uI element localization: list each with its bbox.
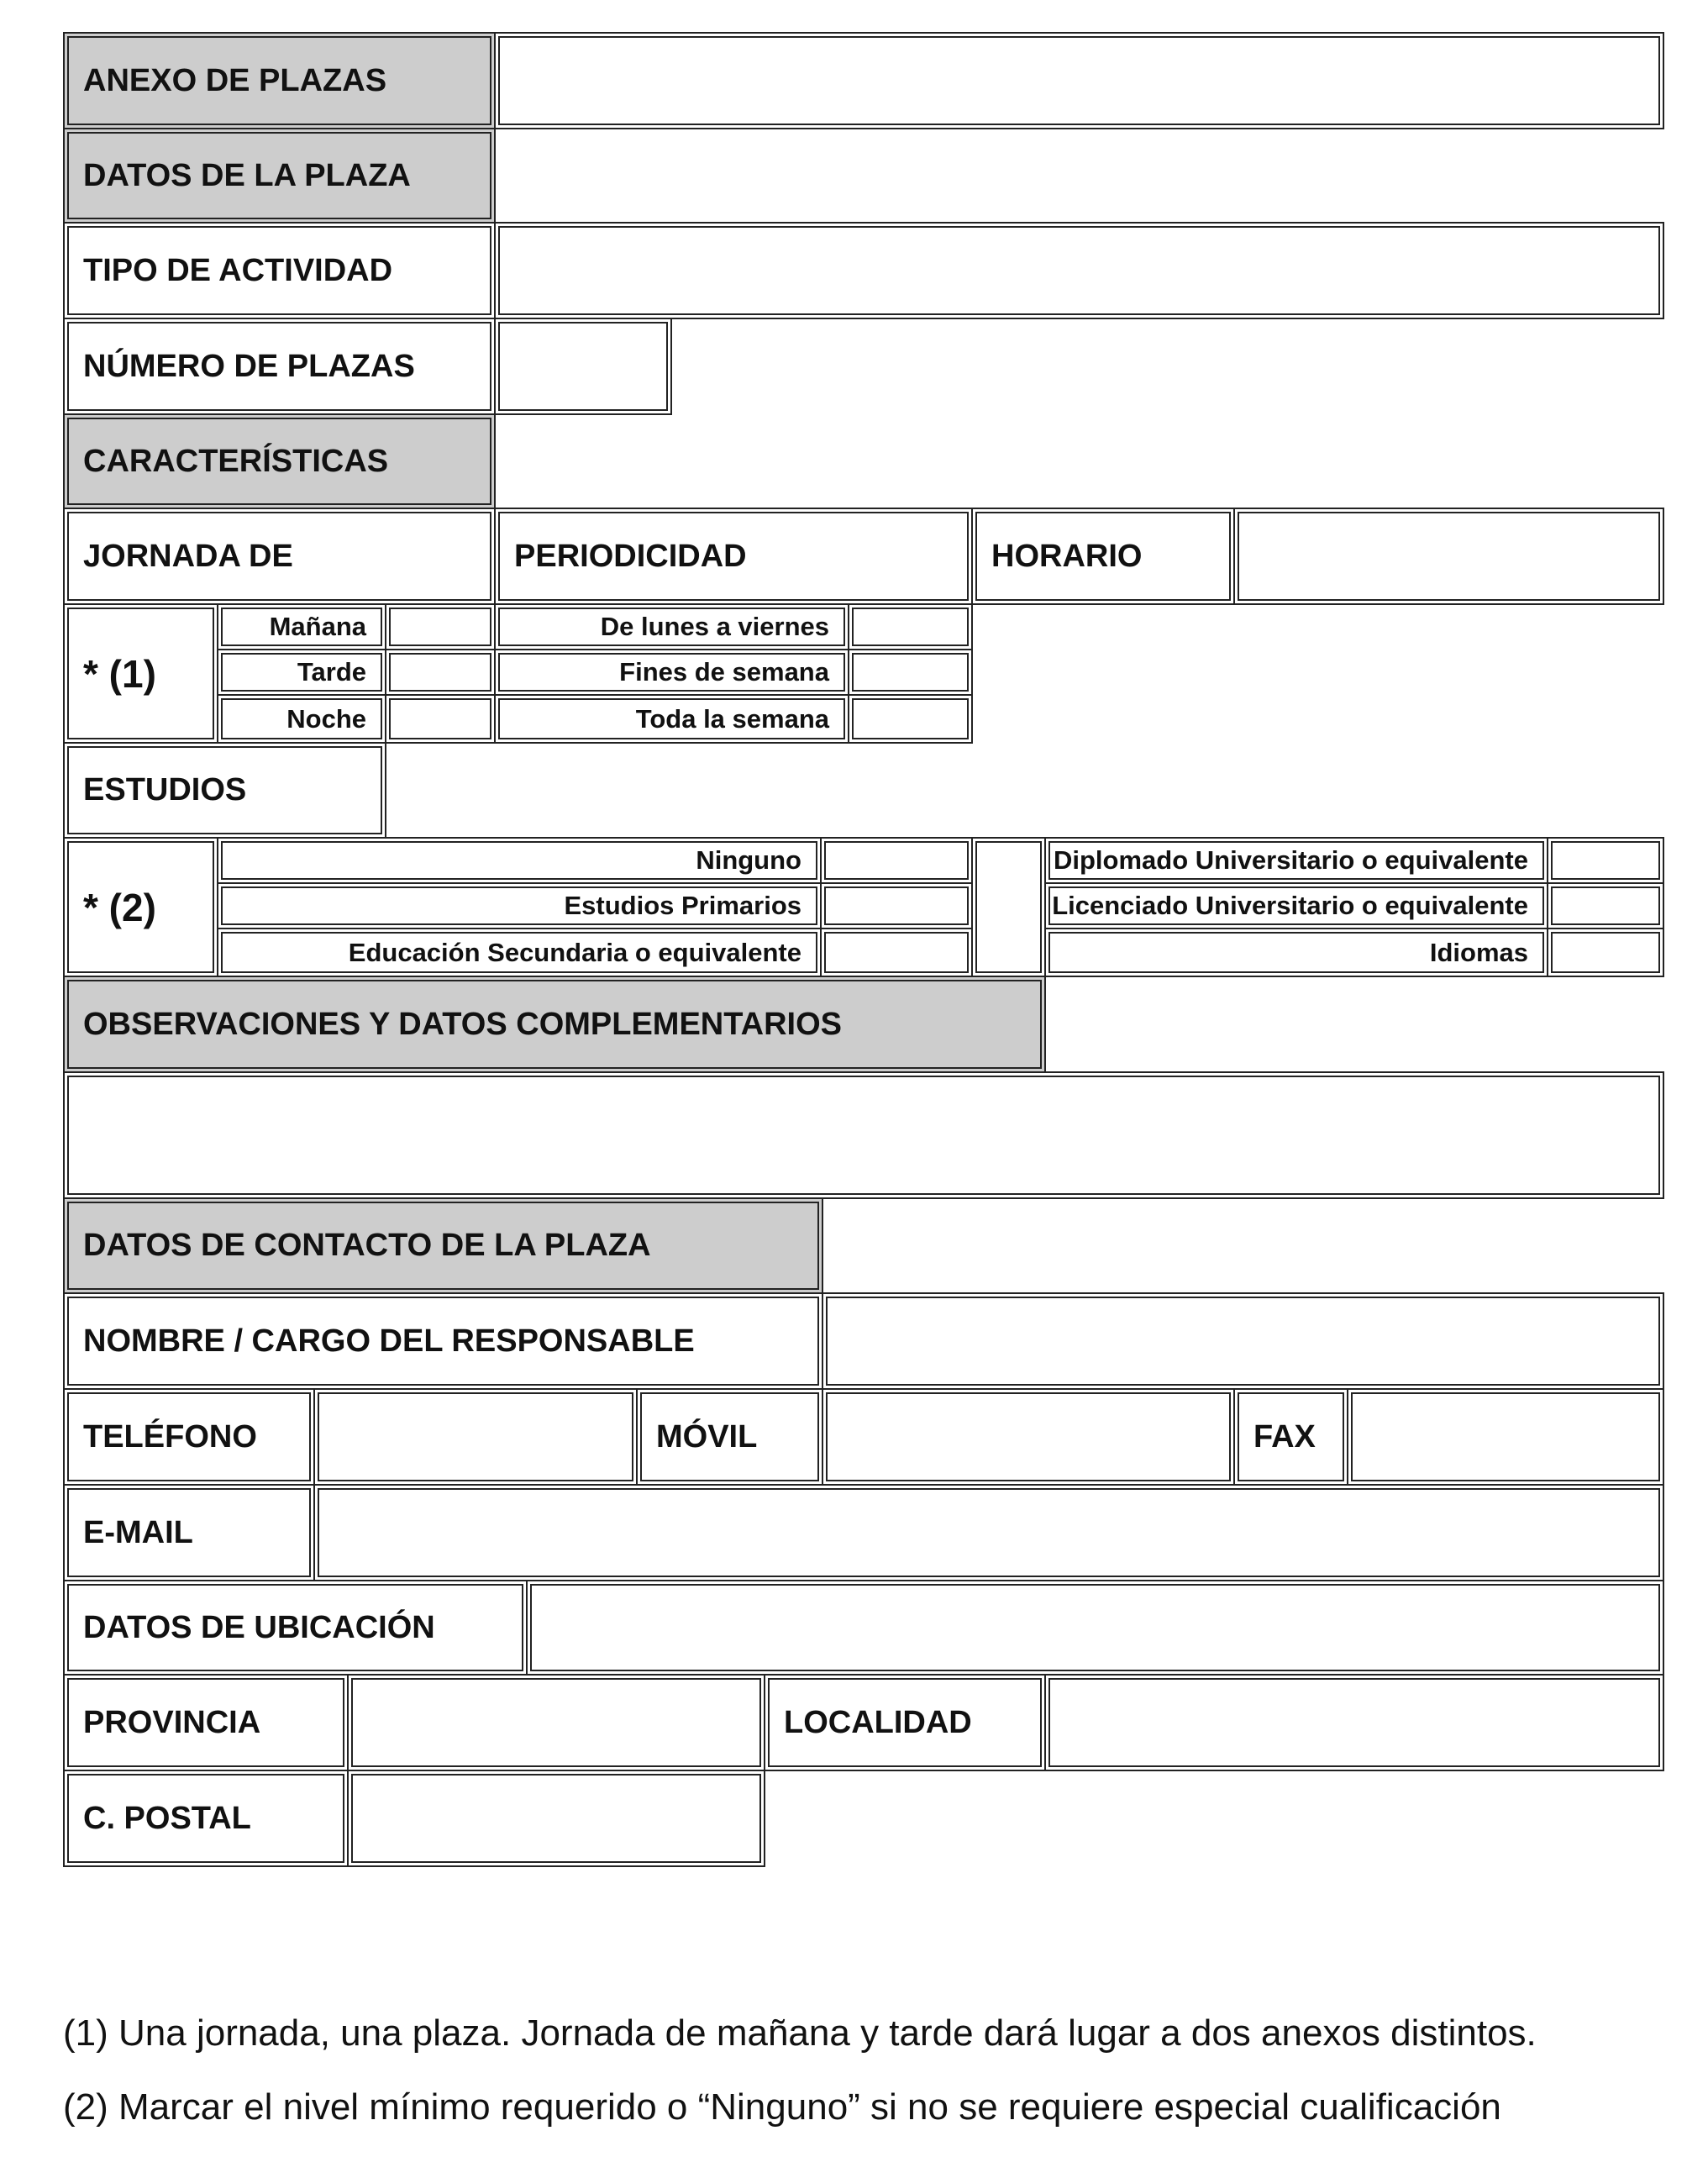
provincia-label: PROVINCIA	[63, 1674, 349, 1771]
estudios-checkbox-licenciado[interactable]	[1547, 882, 1664, 929]
periodicidad-option-label-toda-semana: Toda la semana	[494, 694, 849, 744]
datos-ubicacion-label: DATOS DE UBICACIÓN	[63, 1580, 528, 1676]
estudios-option-label-licenciado: Licenciado Universitario o equivalente	[1044, 882, 1548, 929]
fax-label: FAX	[1233, 1388, 1348, 1486]
periodicidad-checkbox-lunes-viernes[interactable]	[848, 603, 973, 650]
estudios-option-label-primarios: Estudios Primarios	[217, 882, 822, 929]
datos-de-la-plaza-field	[494, 128, 1664, 224]
telefono-label: TELÉFONO	[63, 1388, 315, 1486]
estudios-checkbox-ninguno[interactable]	[820, 837, 973, 884]
estudios-checkbox-diplomado[interactable]	[1547, 837, 1664, 884]
observaciones-field[interactable]	[63, 1071, 1664, 1199]
telefono-field[interactable]	[313, 1388, 638, 1486]
estudios-checkbox-primarios[interactable]	[820, 882, 973, 929]
datos-de-la-plaza-label: DATOS DE LA PLAZA	[63, 128, 496, 224]
email-field[interactable]	[313, 1484, 1664, 1581]
periodicidad-checkbox-fines-semana[interactable]	[848, 649, 973, 696]
horario-label: HORARIO	[971, 508, 1235, 605]
jornada-checkbox-noche[interactable]	[385, 694, 496, 744]
estudios-option-label-ninguno: Ninguno	[217, 837, 822, 884]
email-label: E-MAIL	[63, 1484, 315, 1581]
numero-de-plazas-field[interactable]	[494, 318, 672, 415]
tipo-de-actividad-field[interactable]	[494, 222, 1664, 319]
nota-1-marker: * (1)	[63, 603, 218, 744]
jornada-option-label-manana: Mañana	[217, 603, 386, 650]
localidad-field[interactable]	[1044, 1674, 1664, 1771]
jornada-option-label-tarde: Tarde	[217, 649, 386, 696]
nombre-cargo-label: NOMBRE / CARGO DEL RESPONSABLE	[63, 1292, 823, 1390]
jornada-de-label: JORNADA DE	[63, 508, 496, 605]
fax-field[interactable]	[1347, 1388, 1664, 1486]
estudios-spacer	[971, 837, 1046, 977]
jornada-checkbox-manana[interactable]	[385, 603, 496, 650]
periodicidad-label: PERIODICIDAD	[494, 508, 973, 605]
movil-field[interactable]	[822, 1388, 1235, 1486]
anexo-de-plazas-label: ANEXO DE PLAZAS	[63, 32, 496, 129]
movil-label: MÓVIL	[636, 1388, 823, 1486]
estudios-option-label-diplomado: Diplomado Universitario o equivalente	[1044, 837, 1548, 884]
estudios-option-label-secundaria: Educación Secundaria o equivalente	[217, 928, 822, 977]
provincia-field[interactable]	[347, 1674, 765, 1771]
periodicidad-option-label-lunes-viernes: De lunes a viernes	[494, 603, 849, 650]
footnote-1: (1) Una jornada, una plaza. Jornada de mañana y tarde dará lugar a dos anexos distintos.	[63, 2012, 1537, 2054]
caracteristicas-label: CARACTERÍSTICAS	[63, 413, 496, 509]
estudios-label: ESTUDIOS	[63, 742, 386, 839]
tipo-de-actividad-label: TIPO DE ACTIVIDAD	[63, 222, 496, 319]
numero-de-plazas-label: NÚMERO DE PLAZAS	[63, 318, 496, 415]
estudios-option-label-idiomas: Idiomas	[1044, 928, 1548, 977]
jornada-checkbox-tarde[interactable]	[385, 649, 496, 696]
datos-contacto-label: DATOS DE CONTACTO DE LA PLAZA	[63, 1197, 823, 1294]
observaciones-label: OBSERVACIONES Y DATOS COMPLEMENTARIOS	[63, 976, 1046, 1073]
estudios-checkbox-secundaria[interactable]	[820, 928, 973, 977]
nombre-cargo-field[interactable]	[822, 1292, 1664, 1390]
horario-field[interactable]	[1233, 508, 1664, 605]
localidad-label: LOCALIDAD	[764, 1674, 1046, 1771]
footnote-2: (2) Marcar el nivel mínimo requerido o “Ninguno” si no se requiere especial cualificación	[63, 2086, 1501, 2128]
codigo-postal-field[interactable]	[347, 1770, 765, 1867]
periodicidad-checkbox-toda-semana[interactable]	[848, 694, 973, 744]
nota-2-marker: * (2)	[63, 837, 218, 977]
codigo-postal-label: C. POSTAL	[63, 1770, 349, 1867]
estudios-checkbox-idiomas[interactable]	[1547, 928, 1664, 977]
anexo-de-plazas-field[interactable]	[494, 32, 1664, 129]
datos-ubicacion-field[interactable]	[526, 1580, 1664, 1676]
jornada-option-label-noche: Noche	[217, 694, 386, 744]
periodicidad-option-label-fines-semana: Fines de semana	[494, 649, 849, 696]
